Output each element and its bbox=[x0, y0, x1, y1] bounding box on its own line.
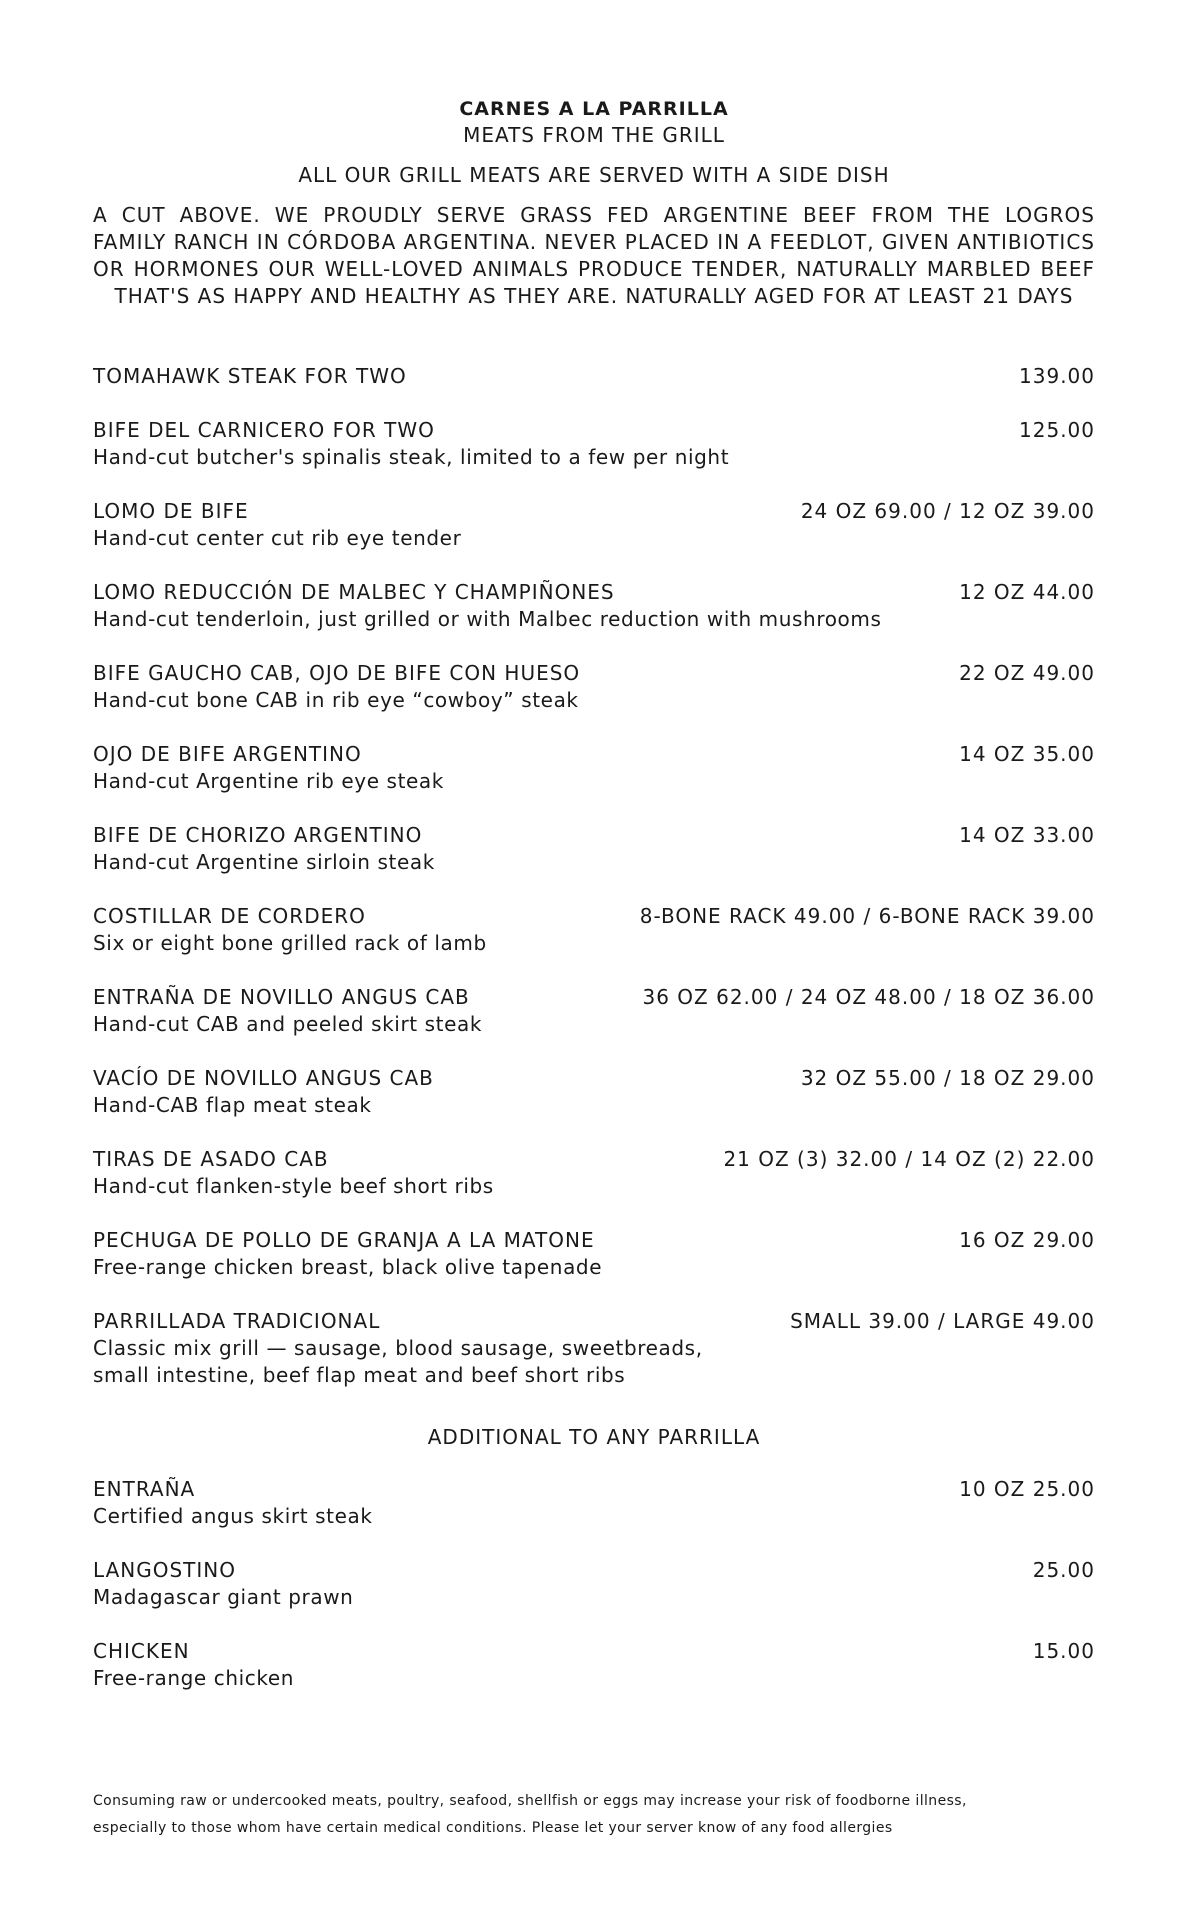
item-price: 8-BONE RACK 49.00 / 6-BONE RACK 39.00 bbox=[639, 904, 1095, 928]
disclaimer-line-1: Consuming raw or undercooked meats, poultry, seafood, shellfish or eggs may increase your risk of foodborne illness, bbox=[93, 1793, 967, 1809]
menu-page bbox=[93, 96, 1095, 1718]
menu-item bbox=[93, 1637, 1095, 1692]
item-description: Hand-CAB flap meat steak bbox=[93, 1093, 372, 1117]
item-description: Hand-cut center cut rib eye tender bbox=[93, 526, 462, 550]
item-name: TIRAS DE ASADO CAB bbox=[93, 1147, 329, 1171]
item-name: TOMAHAWK STEAK FOR TWO bbox=[93, 364, 407, 388]
item-description: Hand-cut flanken-style beef short ribs bbox=[93, 1174, 494, 1198]
item-description-line-2: small intestine, beef flap meat and beef short ribs bbox=[93, 1363, 626, 1387]
item-description: Hand-cut Argentine sirloin steak bbox=[93, 850, 435, 874]
section-title: CARNES A LA PARRILLA bbox=[459, 98, 729, 120]
item-name: ENTRAÑA DE NOVILLO ANGUS CAB bbox=[93, 985, 470, 1009]
item-name: OJO DE BIFE ARGENTINO bbox=[93, 742, 362, 766]
item-price: 12 OZ 44.00 bbox=[959, 580, 1095, 604]
item-price: 15.00 bbox=[1032, 1639, 1095, 1663]
item-name: BIFE GAUCHO CAB, OJO DE BIFE CON HUESO bbox=[93, 661, 581, 685]
item-name: LOMO DE BIFE bbox=[93, 499, 249, 523]
item-price: 25.00 bbox=[1032, 1558, 1095, 1582]
menu-item bbox=[93, 1475, 1095, 1530]
side-dish-note: ALL OUR GRILL MEATS ARE SERVED WITH A SIDE DISH bbox=[298, 163, 890, 187]
item-price: 14 OZ 33.00 bbox=[959, 823, 1095, 847]
item-description: Hand-cut CAB and peeled skirt steak bbox=[93, 1012, 483, 1036]
item-description: Free-range chicken breast, black olive tapenade bbox=[93, 1255, 603, 1279]
menu-item bbox=[93, 578, 1095, 633]
menu-item bbox=[93, 497, 1095, 552]
item-price: 22 OZ 49.00 bbox=[959, 661, 1095, 685]
section-subtitle: MEATS FROM THE GRILL bbox=[463, 123, 725, 147]
menu-item bbox=[93, 1145, 1095, 1200]
item-price: 10 OZ 25.00 bbox=[959, 1477, 1095, 1501]
item-name: LOMO REDUCCIÓN DE MALBEC Y CHAMPIÑONES bbox=[93, 580, 615, 604]
item-price: 21 OZ (3) 32.00 / 14 OZ (2) 22.00 bbox=[723, 1147, 1095, 1171]
item-price: 14 OZ 35.00 bbox=[959, 742, 1095, 766]
item-description: Hand-cut Argentine rib eye steak bbox=[93, 769, 444, 793]
item-description: Hand-cut butcher's spinalis steak, limited to a few per night bbox=[93, 445, 730, 469]
item-name: VACÍO DE NOVILLO ANGUS CAB bbox=[93, 1066, 434, 1090]
item-name: PARRILLADA TRADICIONAL bbox=[93, 1309, 381, 1333]
menu-item bbox=[93, 1226, 1095, 1281]
menu-item bbox=[93, 902, 1095, 957]
item-price: 139.00 bbox=[1019, 364, 1095, 388]
additional-heading: ADDITIONAL TO ANY PARRILLA bbox=[427, 1425, 761, 1449]
menu-item bbox=[93, 1556, 1095, 1611]
menu-header bbox=[93, 96, 1095, 188]
menu-item bbox=[93, 821, 1095, 876]
item-description: Hand-cut tenderloin, just grilled or with Malbec reduction with mushrooms bbox=[93, 607, 882, 631]
menu-item bbox=[93, 1307, 1095, 1389]
item-name: LANGOSTINO bbox=[93, 1558, 236, 1582]
item-price: SMALL 39.00 / LARGE 49.00 bbox=[790, 1309, 1095, 1333]
item-price: 125.00 bbox=[1019, 418, 1095, 442]
item-price: 16 OZ 29.00 bbox=[959, 1228, 1095, 1252]
menu-item bbox=[93, 659, 1095, 714]
item-description: Free-range chicken bbox=[93, 1666, 295, 1690]
food-safety-disclaimer bbox=[93, 1788, 1095, 1842]
additional-items-list bbox=[93, 1475, 1095, 1692]
item-description: Hand-cut bone CAB in rib eye “cowboy” steak bbox=[93, 688, 579, 712]
item-description: Madagascar giant prawn bbox=[93, 1585, 354, 1609]
grill-items-list bbox=[93, 362, 1095, 1389]
menu-item bbox=[93, 740, 1095, 795]
item-name: PECHUGA DE POLLO DE GRANJA A LA MATONE bbox=[93, 1228, 595, 1252]
menu-item bbox=[93, 983, 1095, 1038]
item-description: Six or eight bone grilled rack of lamb bbox=[93, 931, 487, 955]
menu-item bbox=[93, 416, 1095, 471]
item-price: 24 OZ 69.00 / 12 OZ 39.00 bbox=[800, 499, 1095, 523]
item-price: 32 OZ 55.00 / 18 OZ 29.00 bbox=[800, 1066, 1095, 1090]
item-name: COSTILLAR DE CORDERO bbox=[93, 904, 366, 928]
item-name: CHICKEN bbox=[93, 1639, 190, 1663]
disclaimer-line-2: especially to those whom have certain medical conditions. Please let your server know of any food allergies bbox=[93, 1820, 893, 1836]
item-name: ENTRAÑA bbox=[93, 1477, 196, 1501]
item-name: BIFE DEL CARNICERO FOR TWO bbox=[93, 418, 435, 442]
item-price: 36 OZ 62.00 / 24 OZ 48.00 / 18 OZ 36.00 bbox=[642, 985, 1095, 1009]
item-name: BIFE DE CHORIZO ARGENTINO bbox=[93, 823, 423, 847]
item-description: Classic mix grill — sausage, blood sausage, sweetbreads, bbox=[93, 1336, 703, 1360]
intro-paragraph: A CUT ABOVE. WE PROUDLY SERVE GRASS FED ARGENTINE BEEF FROM THE LOGROS FAMILY RANCH IN CÓRDOBA ARGENTINA. NEVER PLACED IN A FEEDLOT, GIVEN ANTIBIOTICS OR HORMONES OUR WELL-LOVED ANIMALS PRODUCE TENDER, NATURALLY MARBLED BEEF THAT'S AS HAPPY AND HEALTHY AS THEY ARE. NATURALLY AGED FOR AT LEAST 21 DAYS bbox=[93, 203, 1095, 308]
menu-item bbox=[93, 1064, 1095, 1119]
menu-item bbox=[93, 362, 1095, 390]
item-description: Certified angus skirt steak bbox=[93, 1504, 373, 1528]
